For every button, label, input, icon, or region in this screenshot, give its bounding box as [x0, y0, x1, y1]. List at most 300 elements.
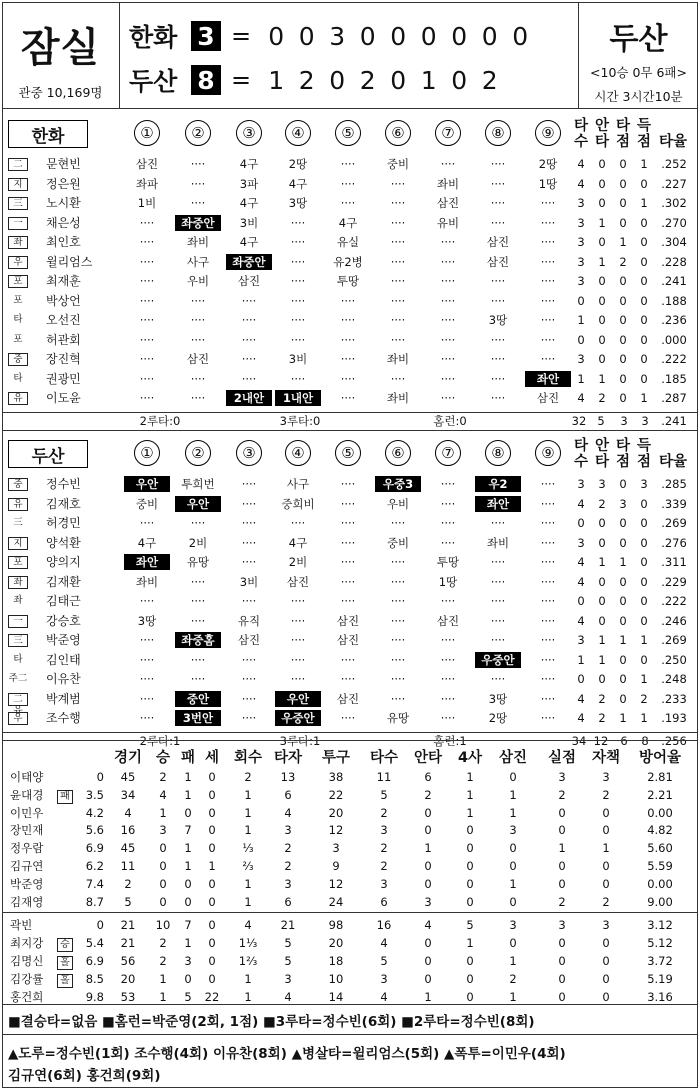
pitching-stat: 1	[509, 787, 517, 802]
inning-header: ⑥	[385, 120, 411, 146]
inning-result: ····	[490, 672, 506, 686]
pitching-stat: 0	[509, 770, 517, 784]
stat-avg: .000	[661, 332, 687, 347]
pitching-stat: 4.82	[647, 823, 673, 838]
inning-result: ····	[390, 313, 406, 327]
decision-badge: 홀	[57, 956, 73, 970]
inning-result: ····	[241, 332, 257, 347]
inning-result: ····	[340, 711, 356, 725]
inning-result: ····	[390, 196, 406, 210]
stat-header-line: 수	[573, 134, 588, 150]
equals-sign: =	[230, 22, 252, 50]
inning-result: ····	[440, 352, 456, 366]
pitcher-name: 김규연	[10, 859, 44, 873]
pitching-stat: 0	[424, 954, 432, 968]
inning-result: 4구	[288, 535, 308, 550]
pitching-stat: 0	[184, 805, 192, 820]
inning-result: ····	[340, 157, 356, 171]
homeruns-total: 홈런:0	[433, 413, 467, 428]
pitcher-row	[2, 893, 698, 911]
pitching-stat: 2	[159, 954, 167, 968]
pitching-stat: 2	[558, 787, 566, 802]
pitching-stat: 2	[244, 770, 252, 784]
inning-result: ····	[540, 652, 556, 667]
inning-score: 0	[268, 21, 285, 51]
pitching-stat: 21	[120, 936, 136, 951]
inning-result: 4구	[137, 535, 157, 550]
pitching-stat: 1	[244, 823, 252, 838]
total-ab: 32	[571, 413, 587, 428]
pitching-header: 4사	[457, 750, 483, 766]
inning-result: 좌중안	[175, 215, 221, 231]
pitcher-pre: 9.8	[85, 989, 104, 1004]
pitching-stat: 0	[208, 918, 216, 933]
inning-result: ····	[241, 535, 257, 550]
batter-name: 최재훈	[46, 274, 81, 288]
winner-team: 두산	[609, 22, 668, 57]
inning-result: 좌비	[135, 574, 159, 589]
batter-name: 박준영	[46, 633, 81, 647]
pitcher-pre: 3.5	[85, 787, 104, 802]
stat-ab: 0	[577, 293, 585, 308]
stat-rbi: 0	[619, 352, 627, 366]
inning-result: ····	[241, 371, 257, 386]
total-r: 8	[641, 733, 649, 748]
stat-avg: .246	[661, 613, 687, 628]
pitcher-row	[2, 988, 698, 1006]
batter-row	[2, 613, 698, 630]
inning-result: ····	[139, 633, 155, 647]
pitching-stat: 0	[602, 823, 610, 838]
pitching-header: 승	[155, 750, 170, 766]
pitching-stat: 0	[509, 936, 517, 951]
inning-result: ····	[139, 352, 155, 366]
pitching-stat: 2	[558, 894, 566, 909]
inning-result: ····	[190, 516, 206, 530]
pitching-stat: 11	[120, 859, 136, 873]
batter-row	[2, 390, 698, 407]
inning-result: 우비	[186, 274, 210, 288]
stat-h: 1	[598, 254, 606, 269]
inning-result: 우중안	[275, 710, 321, 726]
inning-result: ····	[340, 535, 356, 550]
pitcher-pre: 5.6	[85, 823, 104, 838]
batter-row	[2, 554, 698, 571]
pitching-stat: 0	[208, 876, 216, 891]
pitcher-name: 홍건희	[10, 989, 44, 1004]
homeruns-total: 홈런:1	[433, 733, 467, 748]
decision-cell	[54, 934, 76, 952]
pitcher-pre: 4.2	[85, 805, 104, 820]
stat-ab: 4	[577, 613, 585, 628]
inning-score: 1	[420, 65, 437, 95]
inning-result: ····	[241, 313, 257, 327]
inning-result: 우2	[475, 476, 521, 492]
pitching-stat: 1	[208, 859, 216, 873]
inning-header: ③	[236, 440, 262, 466]
inning-result: ····	[340, 313, 356, 327]
stat-r: 0	[640, 555, 648, 569]
pitching-stat: 1	[602, 841, 610, 856]
pitching-stat: 98	[328, 918, 344, 933]
batter-row	[2, 593, 698, 610]
inning-result: ····	[540, 574, 556, 589]
batter-name: 양의지	[46, 555, 81, 569]
inning-result: ····	[340, 672, 356, 686]
inning-result: 삼진	[186, 352, 210, 366]
pitching-header: 자책	[591, 750, 620, 766]
pitcher-name: 최지강	[10, 936, 44, 951]
inning-result: 좌파	[135, 176, 159, 191]
pitcher-name: 정우람	[10, 841, 44, 856]
stat-ab: 1	[577, 313, 585, 327]
pitching-stat: 0	[466, 894, 474, 909]
batter-name: 박계범	[46, 691, 81, 706]
stat-r: 0	[640, 352, 648, 366]
stat-avg: .222	[661, 352, 687, 366]
pitching-stat: 1	[509, 805, 517, 820]
batter-name: 조수행	[46, 711, 81, 725]
batting-header	[2, 436, 698, 474]
inning-result: ····	[490, 157, 506, 171]
inning-score: 0	[451, 65, 468, 95]
pitching-stat: 13	[280, 770, 296, 784]
stat-h: 0	[598, 613, 606, 628]
pitching-stat: 1	[558, 841, 566, 856]
stat-r: 0	[640, 332, 648, 347]
pitching-stat: 4	[284, 805, 292, 820]
pitcher-pre: 7.4	[85, 876, 104, 891]
batter-row	[2, 156, 698, 173]
pitching-stat: 1	[466, 805, 474, 820]
pitching-stat: 10	[155, 918, 171, 933]
inning-result: ····	[540, 293, 556, 308]
totals-row	[2, 412, 698, 428]
stat-avg: .269	[661, 633, 687, 647]
stat-r: 0	[640, 215, 648, 230]
inning-result: ····	[490, 215, 506, 230]
pitching-stat: 3	[602, 770, 610, 784]
inning-result: 삼진	[436, 613, 460, 628]
stat-header-line: 안	[594, 438, 609, 454]
stat-ab: 3	[577, 215, 585, 230]
inning-result: ····	[440, 516, 456, 530]
inning-result: ····	[190, 371, 206, 386]
inning-result: ····	[390, 516, 406, 530]
inning-result: 4구	[338, 215, 358, 230]
inning-result: 투땅	[336, 274, 360, 288]
inning-result: 3비	[239, 574, 259, 589]
pitching-stat: 1	[244, 989, 252, 1004]
pitching-header: 안타	[413, 750, 442, 766]
inning-result: ····	[241, 652, 257, 667]
stat-header-line: 득	[636, 438, 651, 454]
batter-row	[2, 476, 698, 493]
position-badge: 三	[8, 634, 28, 647]
inning-result: 3번안	[175, 710, 221, 726]
batter-name: 이유찬	[46, 672, 81, 686]
pitching-stat: 3.12	[647, 918, 673, 933]
inning-result: 사구	[286, 477, 310, 491]
stat-h: 1	[598, 633, 606, 647]
inning-result: 2땅	[538, 157, 558, 171]
inning-result: ····	[540, 594, 556, 608]
stat-ab: 0	[577, 594, 585, 608]
stat-avg: .222	[661, 594, 687, 608]
pitching-stat: 11	[376, 770, 392, 784]
pitching-stat: 2	[124, 876, 132, 891]
stat-avg: .228	[661, 254, 687, 269]
inning-result: ····	[139, 274, 155, 288]
away-batting-table	[2, 116, 698, 426]
inning-result: 3땅	[288, 196, 308, 210]
pitching-stat: 34	[120, 787, 136, 802]
stat-ab: 4	[577, 711, 585, 725]
pitching-stat: 3	[380, 876, 388, 891]
pitching-stat: 20	[328, 936, 344, 951]
inning-result: ····	[390, 613, 406, 628]
pitching-stat: 0	[208, 894, 216, 909]
pitching-stat: 0	[558, 859, 566, 873]
stat-rbi: 0	[619, 477, 627, 491]
inning-result: 유직	[237, 613, 261, 628]
pitching-stat: 5	[284, 954, 292, 968]
inning-result: ····	[390, 574, 406, 589]
pitcher-row	[2, 934, 698, 952]
inning-result: ····	[340, 391, 356, 405]
stat-h: 0	[598, 313, 606, 327]
batter-name: 허경민	[46, 516, 81, 530]
inning-result: ····	[241, 555, 257, 569]
inning-result: 2내안	[226, 390, 272, 406]
inning-result: ····	[241, 594, 257, 608]
score-header	[2, 2, 698, 109]
stat-avg: .269	[661, 516, 687, 530]
inning-result: ····	[190, 196, 206, 210]
pitching-stat: ⅔	[242, 859, 254, 873]
inning-result: ····	[139, 293, 155, 308]
pitching-stat: 5.19	[647, 971, 673, 986]
pitching-stat: 1	[466, 936, 474, 951]
inning-result: ····	[290, 332, 306, 347]
inning-result: ····	[290, 254, 306, 269]
inning-result: 중희비	[281, 496, 315, 511]
batter-row	[2, 215, 698, 232]
inning-result: ····	[139, 672, 155, 686]
stat-h: 0	[598, 332, 606, 347]
stat-avg: .193	[661, 711, 687, 725]
stat-header-line: 득	[636, 118, 651, 134]
stat-ab: 3	[577, 477, 585, 491]
stat-h: 2	[598, 691, 606, 706]
inning-result: 4구	[239, 157, 259, 171]
inning-header: ⑧	[485, 440, 511, 466]
batter-name: 양석환	[46, 535, 81, 550]
inning-score: 2	[298, 65, 315, 95]
inning-result: ····	[340, 574, 356, 589]
stat-rbi: 0	[619, 157, 627, 171]
total-r: 3	[641, 413, 649, 428]
stat-h: 0	[598, 535, 606, 550]
inning-result: 좌비	[186, 235, 210, 249]
inning-result: 삼진	[336, 613, 360, 628]
inning-result: 4구	[239, 235, 259, 249]
batter-row	[2, 254, 698, 271]
batter-row	[2, 234, 698, 251]
inning-result: 유실	[336, 235, 360, 249]
pitching-stat: 0	[208, 787, 216, 802]
inning-header: ⑤	[335, 120, 361, 146]
stat-r: 0	[640, 274, 648, 288]
inning-result: 우중3	[375, 476, 421, 492]
inning-result: ····	[390, 672, 406, 686]
stat-header-r	[634, 118, 654, 150]
pitching-stat: 9.00	[647, 894, 673, 909]
decision-cell	[54, 786, 76, 804]
stat-h: 0	[598, 274, 606, 288]
total-avg: .241	[661, 413, 687, 428]
pitcher-pre: 0	[96, 918, 104, 933]
inning-result: 유땅	[186, 555, 210, 569]
inning-result: 1땅	[438, 574, 458, 589]
pitching-stat: 3	[380, 971, 388, 986]
stat-rbi: 0	[619, 371, 627, 386]
inning-result: ····	[540, 254, 556, 269]
stat-rbi: 0	[619, 332, 627, 347]
inning-result: ····	[340, 594, 356, 608]
home-runs: 8	[191, 65, 221, 95]
stat-avg: .285	[661, 477, 687, 491]
inning-result: ····	[490, 352, 506, 366]
stat-rbi: 0	[619, 672, 627, 686]
inning-result: ····	[490, 555, 506, 569]
inning-result: 3땅	[137, 613, 157, 628]
inning-result: 우안	[124, 476, 170, 492]
total-h: 12	[593, 733, 609, 748]
pitching-stat: 2	[424, 787, 432, 802]
stat-header-h	[592, 438, 612, 470]
stat-header-line: 타	[594, 134, 609, 150]
inning-result: 좌비	[386, 352, 410, 366]
pitching-stat: 0	[424, 805, 432, 820]
pitching-divider	[2, 912, 698, 913]
pitching-stat: 0	[602, 989, 610, 1004]
inning-header: ⑧	[485, 120, 511, 146]
stat-ab: 3	[577, 352, 585, 366]
stat-r: 0	[640, 516, 648, 530]
inning-result: ····	[241, 496, 257, 511]
inning-result: ····	[390, 652, 406, 667]
inning-result: ····	[540, 313, 556, 327]
pitcher-pre: 5.4	[85, 936, 104, 951]
pitching-stat: 0	[208, 841, 216, 856]
stat-header-line: 점	[636, 454, 651, 470]
batter-row	[2, 515, 698, 532]
inning-result: 2땅	[488, 711, 508, 725]
stat-rbi: 1	[619, 235, 627, 249]
inning-result: ····	[190, 293, 206, 308]
pitching-stat: 4	[284, 989, 292, 1004]
stat-avg: .241	[661, 274, 687, 288]
total-rbi: 3	[620, 413, 628, 428]
stat-header-h	[592, 118, 612, 150]
position-badge: 三	[13, 517, 23, 528]
pitching-stat: 5	[184, 989, 192, 1004]
pitching-stat: 1	[466, 770, 474, 784]
stat-avg: .276	[661, 535, 687, 550]
total-rbi: 6	[620, 733, 628, 748]
batter-name: 김재호	[46, 496, 81, 511]
pitching-stat: 1	[244, 787, 252, 802]
inning-result: 삼진	[135, 157, 159, 171]
stat-h: 0	[598, 672, 606, 686]
pitching-stat: 0.00	[647, 805, 673, 820]
pitching-stat: 3	[159, 823, 167, 838]
pitching-stat: 0	[466, 859, 474, 873]
inning-result: ····	[440, 313, 456, 327]
pitcher-name: 김강률	[10, 971, 44, 986]
inning-score: 0	[298, 21, 315, 51]
inning-result: 1내안	[275, 390, 321, 406]
inning-result: ····	[540, 613, 556, 628]
position-badge: 타	[13, 653, 23, 665]
inning-result: ····	[190, 652, 206, 667]
doubles-total: 2루타:1	[139, 733, 181, 748]
batter-row	[2, 574, 698, 591]
pitching-stat: 45	[120, 841, 136, 856]
stat-avg: .252	[661, 157, 687, 171]
pitching-stat: 0	[208, 936, 216, 951]
decision-badge: 홀	[57, 974, 73, 988]
pitcher-name: 박준영	[10, 876, 44, 891]
inning-result: ····	[340, 352, 356, 366]
pitching-stat: 0	[184, 971, 192, 986]
pitching-stat: 0	[159, 841, 167, 856]
inning-result: ····	[290, 293, 306, 308]
pitching-stat: 0	[602, 805, 610, 820]
inning-score: 0	[512, 21, 529, 51]
pitching-stat: 2	[380, 859, 388, 873]
pitching-stat: 3	[380, 823, 388, 838]
batter-name: 장진혁	[46, 352, 81, 366]
pitcher-row	[2, 804, 698, 822]
pitching-stat: 3	[509, 823, 517, 838]
stat-header-avg: 타율	[659, 454, 688, 470]
away-runs: 3	[191, 21, 221, 51]
stat-avg: .233	[661, 691, 687, 706]
away-linescore	[129, 16, 536, 56]
position-badge: 포	[13, 294, 23, 306]
pitching-stat: 0	[208, 971, 216, 986]
inning-result: ····	[139, 235, 155, 249]
inning-result: ····	[190, 613, 206, 628]
pitching-stat: 0	[509, 894, 517, 909]
inning-result: ····	[540, 691, 556, 706]
position-badge: 지	[8, 537, 28, 550]
batter-row	[2, 535, 698, 552]
inning-header: ②	[185, 120, 211, 146]
inning-result: ····	[490, 274, 506, 288]
pitching-stat: 24	[328, 894, 344, 909]
inning-result: 중비	[386, 157, 410, 171]
pitching-stat: 2	[380, 841, 388, 856]
pitcher-pre: 6.2	[85, 859, 104, 873]
pitching-stat: 0	[602, 971, 610, 986]
pitching-stat: 7	[184, 823, 192, 838]
pitching-stat: 2	[602, 787, 610, 802]
inning-result: ····	[139, 652, 155, 667]
inning-score: 0	[481, 21, 498, 51]
